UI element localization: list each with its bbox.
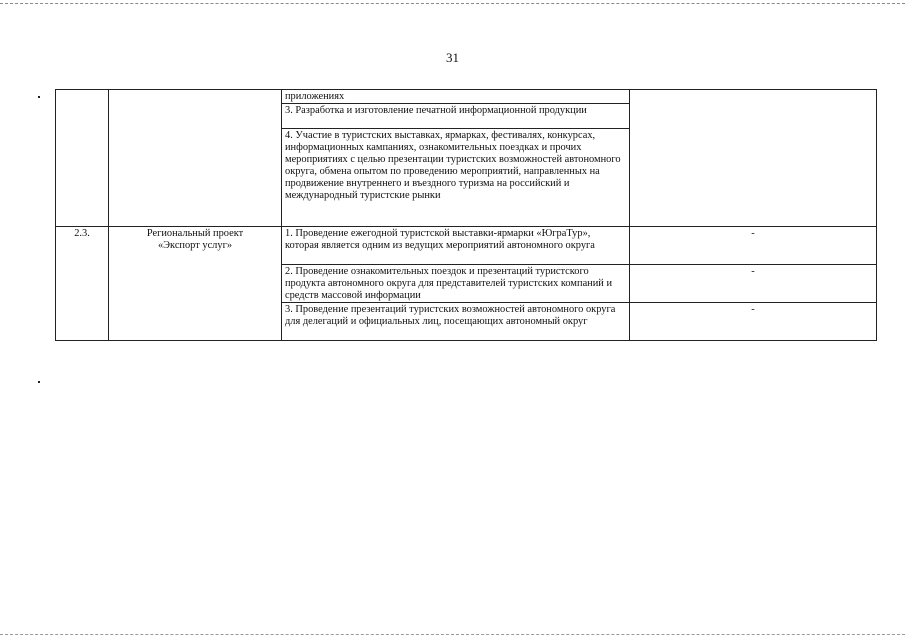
- table-row: [56, 227, 877, 265]
- margin-dot: [38, 381, 40, 383]
- measure-cell: 3. Проведение презентаций туристских возможностей автономного округа для делегаций и официальных лиц, посещающих автономный округ: [282, 303, 630, 341]
- project-name-line: Региональный проект: [146, 228, 244, 239]
- measure-cell: приложениях: [282, 90, 630, 104]
- scan-bottom-edge: [0, 634, 905, 635]
- result-cell: -: [630, 303, 877, 341]
- measure-cell: 1. Проведение ежегодной туристской выставки-ярмарки «ЮграТур», которая является одним из ведущих мероприятий автономного округа: [282, 227, 630, 265]
- project-name-line: «Экспорт услуг»: [157, 240, 233, 251]
- project-number: 2.3.: [56, 227, 109, 341]
- measures-table: [55, 89, 877, 341]
- margin-dot: [38, 96, 40, 98]
- measure-cell: 3. Разработка и изготовление печатной информационной продукции: [282, 104, 630, 129]
- result-cell: -: [630, 227, 877, 265]
- scan-top-edge: [0, 3, 905, 4]
- measure-cell: 2. Проведение ознакомительных поездок и презентаций туристского продукта автономного округа для представителей туристских компаний и средств массовой информации: [282, 265, 630, 303]
- number-cell-empty: [56, 90, 109, 227]
- result-cell: -: [630, 265, 877, 303]
- name-cell-empty: [109, 90, 282, 227]
- measure-cell: 4. Участие в туристских выставках, ярмарках, фестивалях, конкурсах, информационных кампаниях, ознакомительных поездках и прочих мероприятиях с целью презентации туристских возможностей автономного округа, обмена опытом по проведению мероприятий, направленных на продвижение внутреннего и въездного туризма на российский и международный туристские рынки: [282, 129, 630, 227]
- result-cell-empty: [630, 90, 877, 227]
- project-name: [109, 227, 282, 341]
- table-row: [56, 90, 877, 104]
- page-number: 31: [446, 50, 459, 65]
